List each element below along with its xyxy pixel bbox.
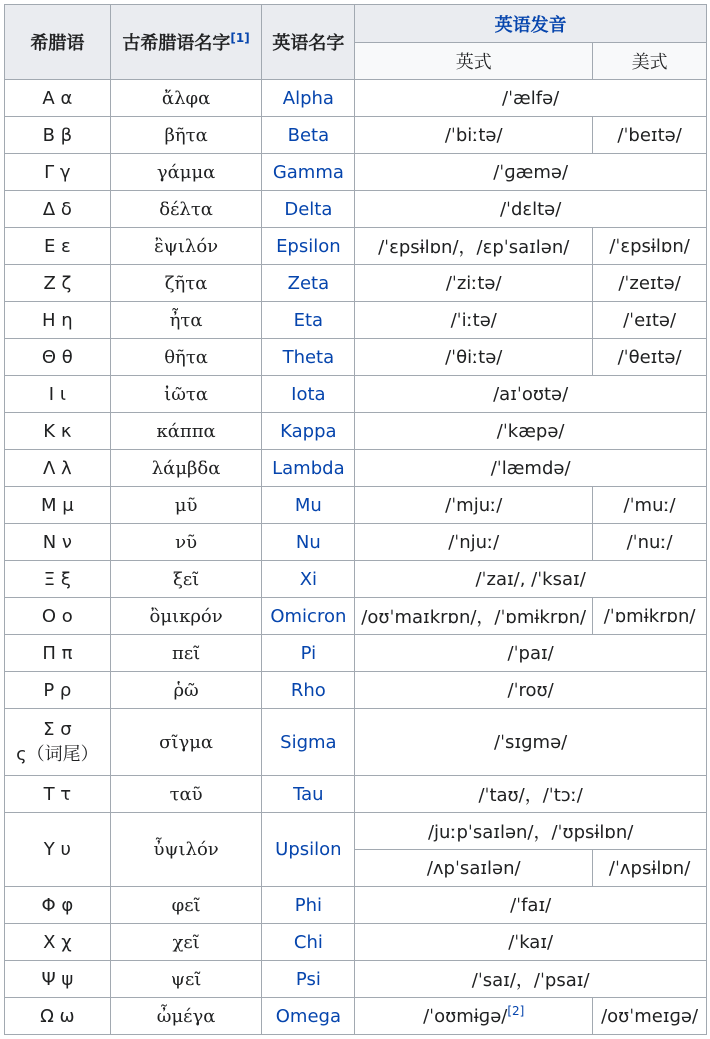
greek-letter-cell <box>5 154 111 191</box>
pronunciation-shared: /aɪˈoʊtə/ <box>355 376 707 413</box>
greek-letter-cell <box>5 961 111 998</box>
greek-letter: Ο ο <box>41 605 73 627</box>
english-name-cell <box>262 117 355 154</box>
greek-letter-cell <box>5 776 111 813</box>
greek-letter: Δ δ <box>42 198 72 220</box>
pronunciation-american: /ˈbeɪtə/ <box>593 117 707 154</box>
greek-letter-cell <box>5 265 111 302</box>
pronunciation-american: /ˈɒmɨkrɒn/ <box>593 598 707 635</box>
pronunciation-american: /ˈeɪtə/ <box>593 302 707 339</box>
pronunciation-british-text: /ˈbiːtə/ <box>444 124 503 146</box>
table-row <box>5 998 707 1035</box>
pronunciation-british-text: /ˈziːtə/ <box>445 272 502 294</box>
english-name-link[interactable]: Theta <box>282 346 335 368</box>
english-name-cell <box>262 887 355 924</box>
greek-letter: Ω ω <box>40 1005 75 1027</box>
greek-letter: Α α <box>42 87 73 109</box>
english-name-link[interactable]: Delta <box>284 198 333 220</box>
english-name-link[interactable]: Chi <box>293 931 323 953</box>
english-name-cell <box>262 265 355 302</box>
english-name-cell <box>262 339 355 376</box>
english-name-link[interactable]: Sigma <box>280 731 337 753</box>
greek-letter-cell <box>5 117 111 154</box>
pronunciation-shared: /ˈdɛltə/ <box>355 191 707 228</box>
greek-letter-cell <box>5 80 111 117</box>
pronunciation-shared: /ˈsɪɡmə/ <box>355 709 707 776</box>
ancient-name-cell: ταῦ <box>110 776 262 813</box>
greek-letter-cell <box>5 228 111 265</box>
english-name-link[interactable]: Pi <box>300 642 317 664</box>
table-row <box>5 598 707 635</box>
reference-link-2[interactable]: [2] <box>507 1003 525 1018</box>
greek-letter-cell <box>5 524 111 561</box>
ancient-name-cell: ζῆτα <box>110 265 262 302</box>
english-name-link[interactable]: Phi <box>294 894 322 916</box>
english-name-link[interactable]: Mu <box>294 494 322 516</box>
table-row <box>5 376 707 413</box>
english-name-cell <box>262 998 355 1035</box>
greek-letter-cell <box>5 998 111 1035</box>
greek-letter: Χ χ <box>43 931 72 953</box>
pronunciation-british-text: /ˈɛpsɨlɒn/，/ɛpˈsaɪlən/ <box>378 237 570 258</box>
table-row <box>5 813 707 850</box>
ancient-name-cell: θῆτα <box>110 339 262 376</box>
table-row <box>5 887 707 924</box>
table-row <box>5 80 707 117</box>
english-name-link[interactable]: Beta <box>287 124 330 146</box>
pronunciation-american: /ˈzeɪtə/ <box>593 265 707 302</box>
ancient-name-cell: πεῖ <box>110 635 262 672</box>
english-name-link[interactable]: Alpha <box>282 87 334 109</box>
table-row <box>5 450 707 487</box>
greek-letter: Ε ε <box>43 235 71 257</box>
greek-letter-cell <box>5 450 111 487</box>
english-name-link[interactable]: Epsilon <box>276 235 341 257</box>
greek-letter-cell <box>5 376 111 413</box>
pronunciation-british <box>355 339 593 376</box>
pronunciation-british: /ʌpˈsaɪlən/ <box>355 850 593 887</box>
pronunciation-british-text: /ˈmjuː/ <box>445 494 503 516</box>
english-name-link[interactable]: Kappa <box>280 420 337 442</box>
table-row <box>5 413 707 450</box>
ancient-name-cell: ὂμικρόν <box>110 598 262 635</box>
pronunciation-american: /ˈθeɪtə/ <box>593 339 707 376</box>
ancient-name-cell: ἦτα <box>110 302 262 339</box>
english-name-cell <box>262 635 355 672</box>
greek-letter-cell <box>5 413 111 450</box>
table-row <box>5 776 707 813</box>
greek-letter: Γ γ <box>44 161 71 183</box>
pronunciation-shared: /ˈkæpə/ <box>355 413 707 450</box>
ancient-name-cell: γάμμα <box>110 154 262 191</box>
reference-link-1[interactable]: [1] <box>230 31 250 45</box>
pronunciation-shared: /ˈkaɪ/ <box>355 924 707 961</box>
header-english-name: 英语名字 <box>262 5 355 80</box>
greek-letter-cell <box>5 887 111 924</box>
english-name-cell <box>262 154 355 191</box>
greek-letter: Κ κ <box>43 420 72 442</box>
english-name-cell <box>262 302 355 339</box>
pronunciation-american: /ˈʌpsɨlɒn/ <box>593 850 707 887</box>
table-row <box>5 302 707 339</box>
english-name-cell <box>262 961 355 998</box>
greek-letter: Μ μ <box>41 494 74 516</box>
table-row <box>5 228 707 265</box>
english-name-link[interactable]: Lambda <box>272 457 345 479</box>
greek-letter-cell <box>5 635 111 672</box>
greek-letter: Φ φ <box>41 894 74 916</box>
english-name-link[interactable]: Omega <box>275 1005 341 1027</box>
english-name-cell <box>262 450 355 487</box>
ancient-name-cell: ψεῖ <box>110 961 262 998</box>
pronunciation-shared: /ˈroʊ/ <box>355 672 707 709</box>
pronunciation-american: /oʊˈmeɪɡə/ <box>593 998 707 1035</box>
pronunciation-british <box>355 265 593 302</box>
greek-letter: Τ τ <box>43 783 72 805</box>
english-name-link[interactable]: Rho <box>290 679 326 701</box>
pronunciation-shared: /juːpˈsaɪlən/，/ˈʊpsɨlɒn/ <box>355 813 707 850</box>
table-row <box>5 961 707 998</box>
header-american: 美式 <box>593 43 707 80</box>
header-ancient-name <box>110 5 262 80</box>
greek-alphabet-table <box>4 4 707 1035</box>
english-name-cell <box>262 598 355 635</box>
ancient-name-cell: μῦ <box>110 487 262 524</box>
table-row <box>5 635 707 672</box>
pronunciation-shared: /ˈzaɪ/, /ˈksaɪ/ <box>355 561 707 598</box>
english-name-cell <box>262 524 355 561</box>
ancient-name-cell: χεῖ <box>110 924 262 961</box>
english-name-link[interactable]: Eta <box>293 309 324 331</box>
greek-letter-cell <box>5 924 111 961</box>
english-name-cell <box>262 709 355 776</box>
greek-letter-cell <box>5 672 111 709</box>
ancient-name-cell: δέλτα <box>110 191 262 228</box>
english-name-cell <box>262 813 355 887</box>
ancient-name-cell: ῥῶ <box>110 672 262 709</box>
pronunciation-british-text: /oʊˈmaɪkrɒn/，/ˈɒmɨkrɒn/ <box>361 607 587 628</box>
pronunciation-british <box>355 302 593 339</box>
table-row <box>5 117 707 154</box>
table-row <box>5 487 707 524</box>
english-name-link[interactable]: Upsilon <box>275 839 342 860</box>
greek-letter: Ι ι <box>48 383 66 405</box>
greek-letter-cell <box>5 561 111 598</box>
greek-letter-cell <box>5 302 111 339</box>
table-row <box>5 924 707 961</box>
greek-letter-cell <box>5 598 111 635</box>
greek-letter: Ζ ζ <box>43 272 72 294</box>
pronunciation-shared: /ˈsaɪ/，/ˈpsaɪ/ <box>355 961 707 998</box>
header-greek: 希腊语 <box>5 5 111 80</box>
pronunciation-british <box>355 998 593 1035</box>
greek-letter: Λ λ <box>43 457 72 479</box>
english-name-cell <box>262 376 355 413</box>
ancient-name-cell: λάμβδα <box>110 450 262 487</box>
ancient-name-cell: ἄλφα <box>110 80 262 117</box>
header-ancient-name-label: 古希腊语名字 <box>122 33 231 54</box>
greek-letter: Σ σ <box>43 718 72 740</box>
ancient-name-cell: ἒψιλόν <box>110 228 262 265</box>
english-name-link[interactable]: Gamma <box>272 161 344 183</box>
english-name-cell <box>262 487 355 524</box>
english-name-cell <box>262 672 355 709</box>
pronunciation-shared: /ˈfaɪ/ <box>355 887 707 924</box>
english-name-link[interactable]: Omicron <box>270 605 347 627</box>
pronunciation-british <box>355 598 593 635</box>
table-row <box>5 561 707 598</box>
pronunciation-british <box>355 228 593 265</box>
pronunciation-british <box>355 117 593 154</box>
english-name-cell <box>262 776 355 813</box>
greek-letter: Ψ ψ <box>41 968 74 990</box>
header-pronunciation-link[interactable]: 英语发音 <box>355 5 707 43</box>
english-name-link[interactable]: Iota <box>291 383 326 405</box>
greek-letter: Η η <box>42 309 73 331</box>
english-name-cell <box>262 191 355 228</box>
table-row <box>5 339 707 376</box>
pronunciation-shared: /ˈælfə/ <box>355 80 707 117</box>
english-name-cell <box>262 228 355 265</box>
table-row <box>5 524 707 561</box>
pronunciation-american: /ˈɛpsɨlɒn/ <box>593 228 707 265</box>
ancient-name-cell: σῖγμα <box>110 709 262 776</box>
greek-letter: Ξ ξ <box>43 568 71 590</box>
english-name-link[interactable]: Zeta <box>287 272 330 294</box>
ancient-name-cell: ἰῶτα <box>110 376 262 413</box>
ancient-name-cell: φεῖ <box>110 887 262 924</box>
pronunciation-british <box>355 524 593 561</box>
table-row <box>5 265 707 302</box>
english-name-link[interactable]: Psi <box>295 968 321 990</box>
pronunciation-shared: /ˈpaɪ/ <box>355 635 707 672</box>
english-name-cell <box>262 413 355 450</box>
pronunciation-shared: /ˈlæmdə/ <box>355 450 707 487</box>
ancient-name-cell: κάππα <box>110 413 262 450</box>
pronunciation-british-text: /ˈθiːtə/ <box>445 346 503 368</box>
greek-letter: Θ θ <box>41 346 73 368</box>
pronunciation-american: /ˈnuː/ <box>593 524 707 561</box>
pronunciation-shared: /ˈtaʊ/，/ˈtɔː/ <box>355 776 707 813</box>
greek-letter-cell <box>5 709 111 776</box>
greek-letter: Β β <box>42 124 73 146</box>
english-name-cell <box>262 561 355 598</box>
english-name-cell <box>262 924 355 961</box>
table-row <box>5 191 707 228</box>
ancient-name-cell: νῦ <box>110 524 262 561</box>
greek-letter: Υ υ <box>43 839 71 860</box>
greek-letter: Ν ν <box>42 531 72 553</box>
english-name-cell <box>262 80 355 117</box>
pronunciation-british-text: /ˈnjuː/ <box>448 531 500 553</box>
greek-letter-cell <box>5 487 111 524</box>
greek-letter: Ρ ρ <box>43 679 72 701</box>
english-name-link[interactable]: Tau <box>293 783 324 805</box>
table-row <box>5 154 707 191</box>
greek-letter-cell <box>5 191 111 228</box>
english-name-link[interactable]: Nu <box>295 531 321 553</box>
greek-letter: Π π <box>42 642 73 664</box>
greek-letter-cell <box>5 339 111 376</box>
pronunciation-british-text: /ˈiːtə/ <box>450 309 497 331</box>
pronunciation-british-text: /ˈoʊmɨɡə/ <box>423 1005 508 1027</box>
ancient-name-cell: ὖψιλόν <box>110 813 262 887</box>
ancient-name-cell: ξεῖ <box>110 561 262 598</box>
pronunciation-shared: /ˈɡæmə/ <box>355 154 707 191</box>
pronunciation-american: /ˈmuː/ <box>593 487 707 524</box>
table-row <box>5 709 707 776</box>
pronunciation-british <box>355 487 593 524</box>
ancient-name-cell: ὦμέγα <box>110 998 262 1035</box>
greek-letter-cell <box>5 813 111 887</box>
greek-letter-final: ς（词尾） <box>16 743 99 765</box>
english-name-link[interactable]: Xi <box>299 568 318 590</box>
table-row <box>5 672 707 709</box>
header-british: 英式 <box>355 43 593 80</box>
ancient-name-cell: βῆτα <box>110 117 262 154</box>
